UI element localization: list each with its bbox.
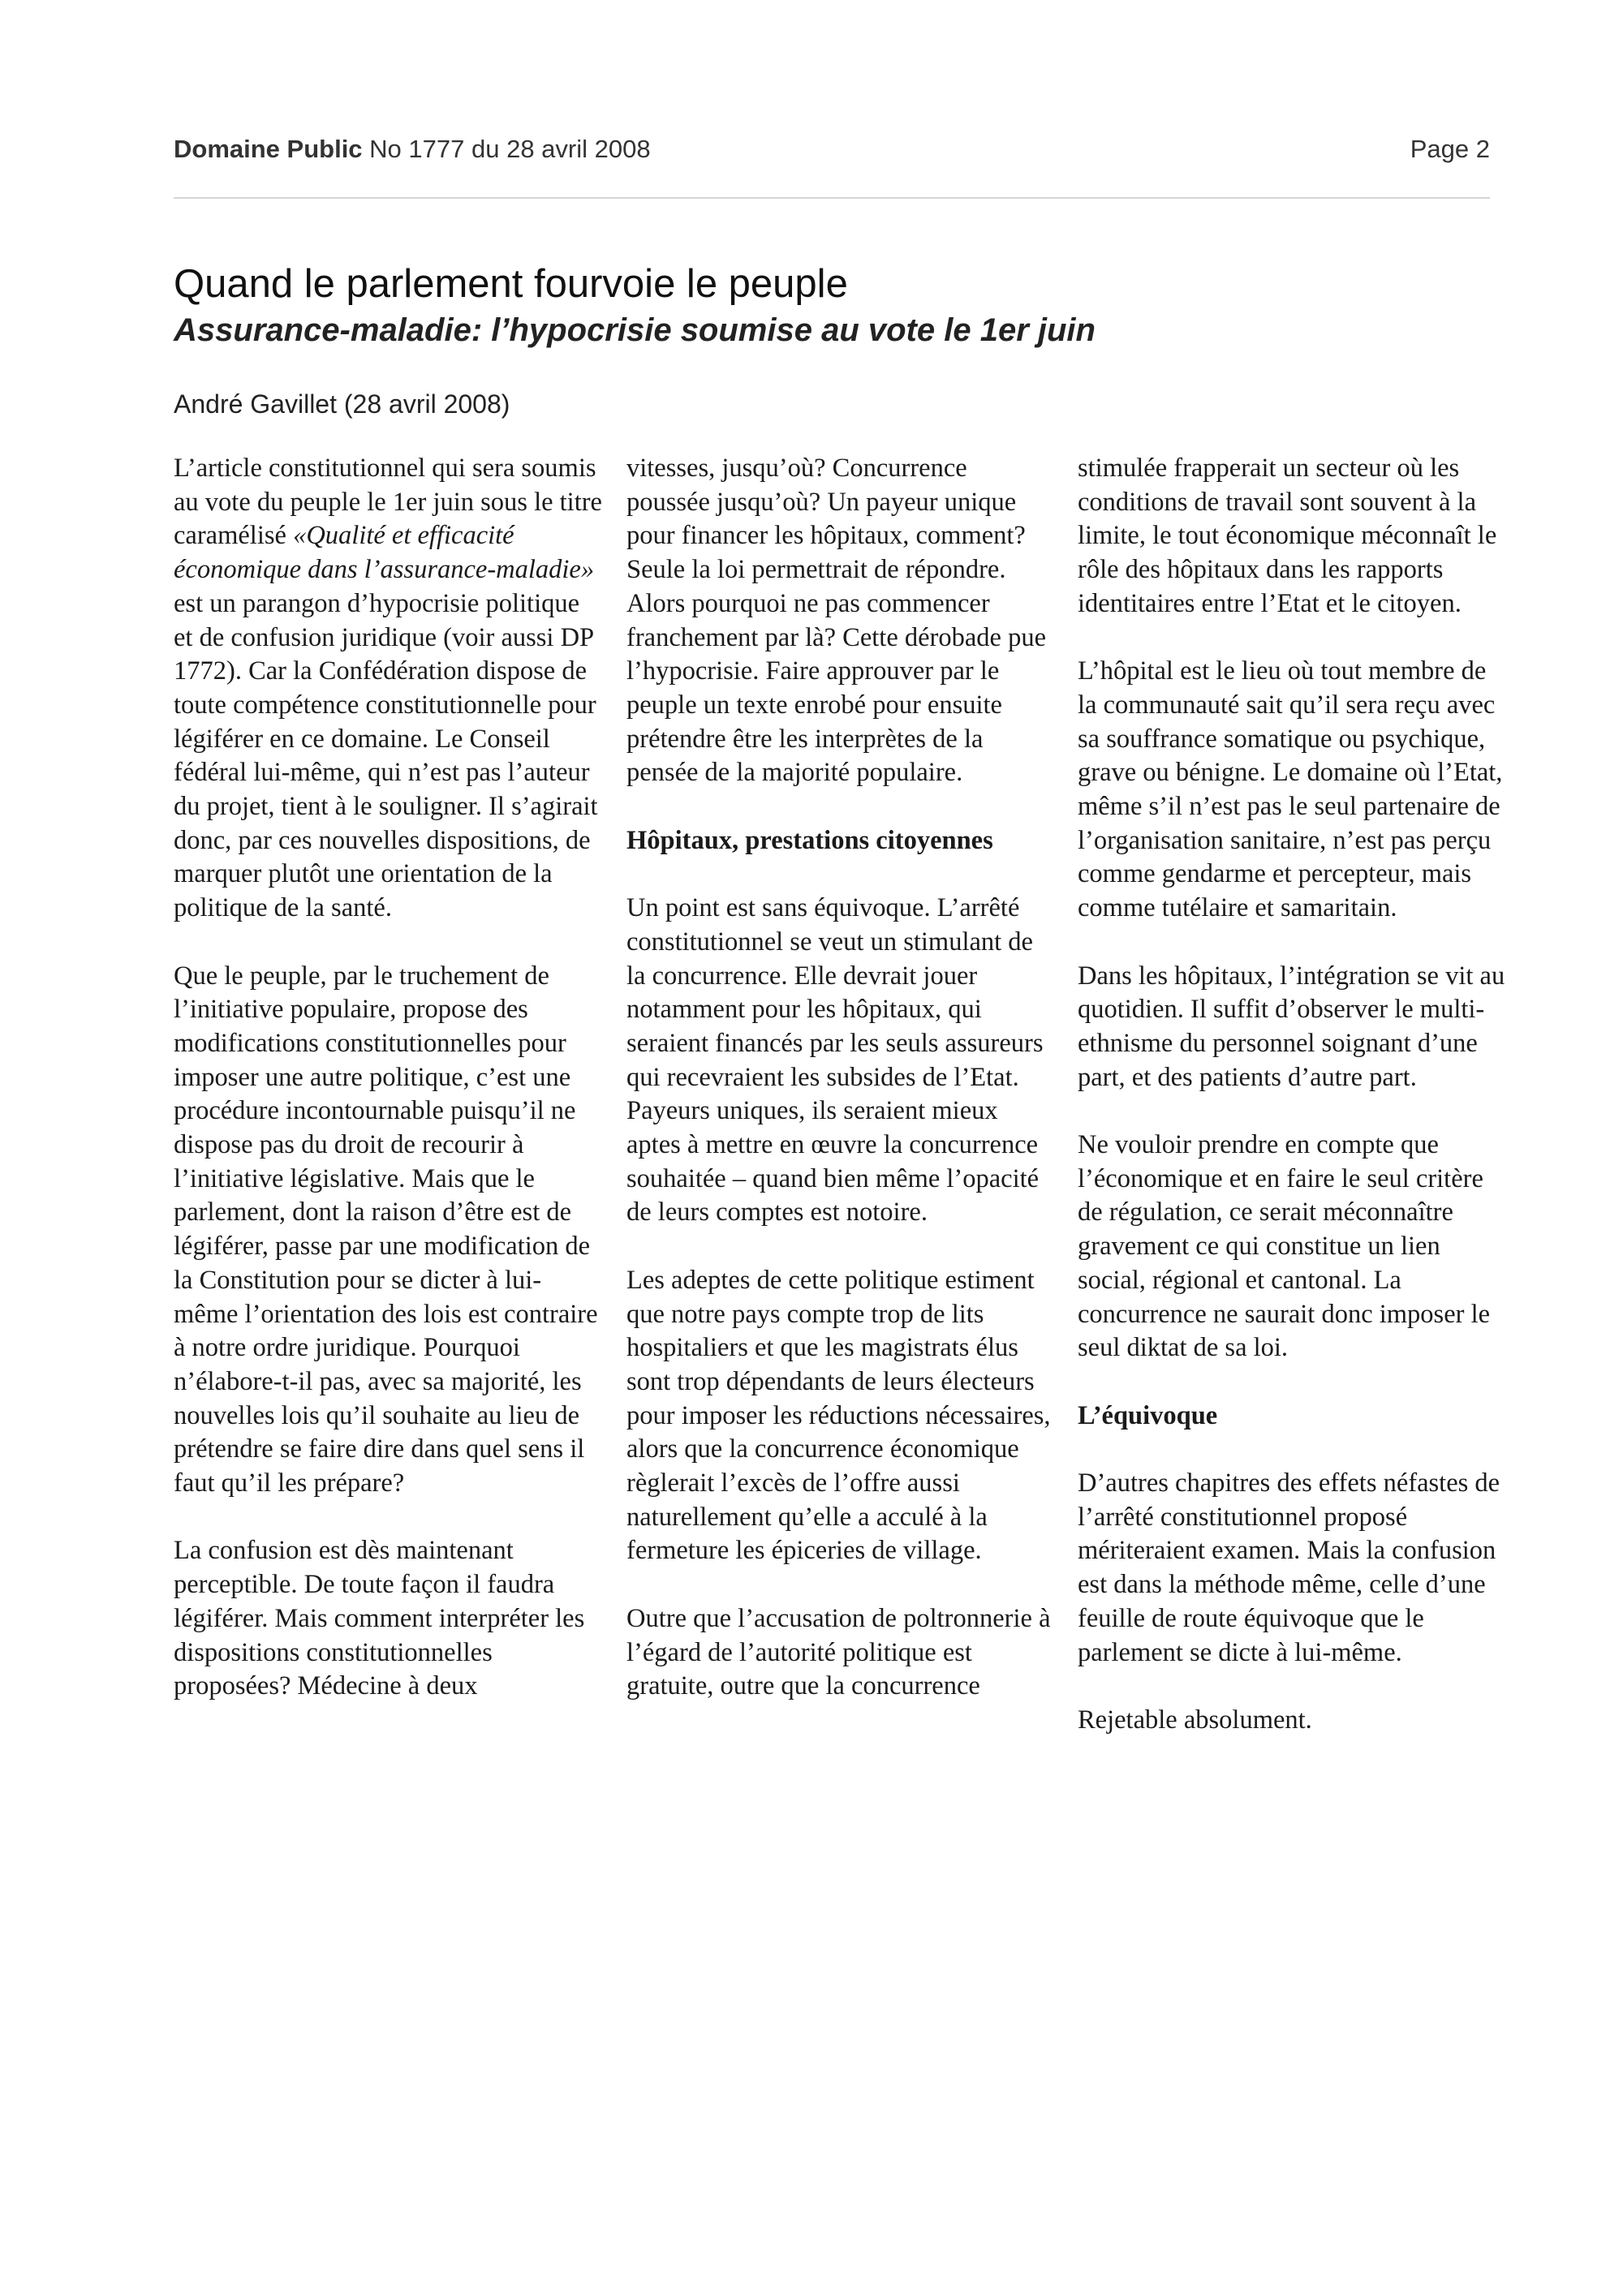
section-heading: L’équivoque [1078,1400,1218,1430]
paragraph: Un point est sans équivoque. L’arrêté constitutionnel se veut un stimulant de la concurrence. Elle devrait jouer notamment pour les hôpitaux, qui seraient financés par les seuls assureurs qui recevraient les subsides de l’Etat. Payeurs uniques, ils seraient mieux aptes à mettre en œuvre la concurrence souhaitée – quand bien même l’opacité de leurs comptes est notoire. [626,893,1044,1228]
page-number: Page 2 [1410,135,1490,163]
paragraph: Ne vouloir prendre en compte que l’économique et en faire le seul critère de régulation, ce serait méconnaître gravement ce qui constitue un lien social, régional et cantonal. La concurrence ne saurait donc imposer le seul diktat de sa loi. [1078,1130,1491,1363]
paragraph: Les adeptes de cette politique estiment que notre pays compte trop de lits hospitaliers et que les magistrats élus sont trop dépendants de leurs électeurs pour imposer les réductions nécessaires, alors que la concurrence économique règlerait l’excès de l’offre aussi naturellement qu’elle a acculé à la fermeture les épiceries de village. [626,1265,1051,1566]
paragraph: L’hôpital est le lieu où tout membre de la communauté sait qu’il sera reçu avec sa souffrance somatique ou psychique, grave ou bénigne. Le domaine où l’Etat, même s’il n’est pas le seul partenaire de l’organisation sanitaire, n’est pas perçu comme gendarme et percepteur, mais comme tutélaire et samaritain. [1078,656,1503,923]
article-column-3 [1078,452,1508,1771]
paragraph-text: L’article constitutionnel qui sera soumis au vote du peuple le 1er juin sous le titre caramélisé [174,454,602,551]
paragraph: D’autres chapitres des effets néfastes de l’arrêté constitutionnel proposé mériteraient examen. Mais la confusion est dans la méthode même, celle d’une feuille de route équivoque que le parlement se dicte à lui-même. [1078,1468,1500,1667]
article-column-2 [626,452,1057,1738]
article-title: Quand le parlement fourvoie le peuple [174,262,848,306]
page-header [174,135,1490,170]
paragraph: Outre que l’accusation de poltronnerie à l’égard de l’autorité politique est gratuite, outre que la concurrence [626,1603,1051,1701]
paragraph: La confusion est dès maintenant perceptible. De toute façon il faudra légiférer. Mais comment interpréter les dispositions constitutionnelles proposées? Médecine à deux [174,1536,585,1701]
paragraph: Que le peuple, par le truchement de l’initiative populaire, propose des modifications constitutionnelles pour imposer une autre politique, c’est une procédure incontournable puisqu’il ne dispose pas du droit de recourir à l’initiative législative. Mais que le parlement, dont la raison d’être est de légiférer, passe par une modification de la Constitution pour se dicter à lui-même l’orientation des lois est contraire à notre ordre juridique. Pourquoi n’élabore-t-il pas, avec sa majorité, les nouvelles lois qu’il souhaite au lieu de prétendre se faire dire dans quel sens il faut qu’il les prépare? [174,961,598,1498]
paragraph: stimulée frapperait un secteur où les conditions de travail sont souvent à la limite, le tout économique méconnaît le rôle des hôpitaux dans les rapports identitaires entre l’Etat et le citoyen. [1078,454,1497,618]
paragraph: Rejetable absolument. [1078,1705,1312,1735]
paragraph: Dans les hôpitaux, l’intégration se vit au quotidien. Il suffit d’observer le multi-ethnisme du personnel soignant d’une part, et des patients d’autre part. [1078,961,1505,1092]
article-author: André Gavillet (28 avril 2008) [174,389,510,419]
issue-info: No 1777 du 28 avril 2008 [369,135,651,163]
article-subtitle: Assurance-maladie: l’hypocrisie soumise au vote le 1er juin [174,312,1096,348]
paragraph-text: est un parangon d’hypocrisie politique et de confusion juridique (voir aussi DP 1772). Car la Confédération dispose de toute compétence constitutionnelle pour légiférer en ce domaine. Le Conseil fédéral lui-même, qui n’est pas l’auteur du projet, tient à le souligner. Il s’agirait donc, par ces nouvelles dispositions, de marquer plutôt une orientation de la politique de la santé. [174,588,598,923]
article-column-1 [174,452,604,1738]
quoted-title: «Qualité et efficacité économique dans l’assurance-maladie» [174,521,595,585]
header-divider [174,197,1490,199]
publication-name: Domaine Public [174,135,363,163]
paragraph: vitesses, jusqu’où? Concurrence poussée jusqu’où? Un payeur unique pour financer les hôpitaux, comment? Seule la loi permettrait de répondre. Alors pourquoi ne pas commencer franchement par là? Cette dérobade pue l’hypocrisie. Faire approuver par le peuple un texte enrobé pour ensuite prétendre être les interprètes de la pensée de la majorité populaire. [626,454,1047,788]
section-heading: Hôpitaux, prestations citoyennes [626,825,993,855]
paragraph [174,452,604,926]
